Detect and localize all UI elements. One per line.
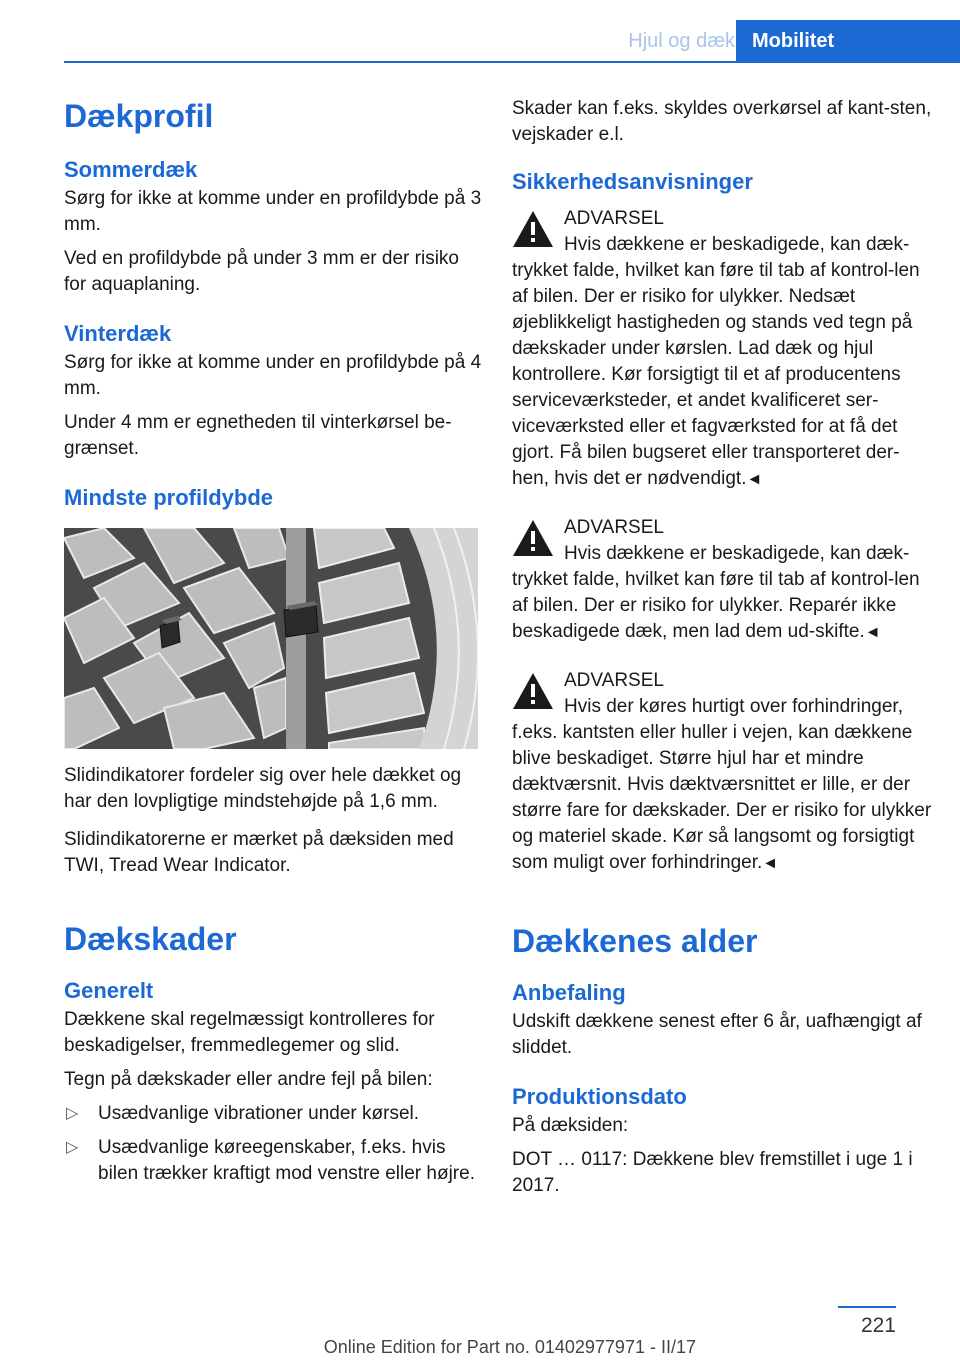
- vinter-text-2: Under 4 mm er egnetheden til vinterkørsel be‐grænset.: [64, 412, 452, 459]
- heading-generelt: Generelt: [64, 978, 154, 1003]
- footer-rule: [838, 1306, 896, 1308]
- warning-block: [512, 515, 932, 646]
- generelt-text-1: Dækkene skal regelmæssigt kontrolleres for beskadigelser, fremmedlegemer og slid.: [64, 1009, 435, 1056]
- page-footer: [0, 1300, 960, 1362]
- generelt-text-2: Tegn på dækskader eller andre fejl på bilen:: [64, 1069, 433, 1090]
- end-marker-icon: ◄: [762, 855, 779, 872]
- damage-signs-list: [64, 1101, 484, 1187]
- sommer-text-2: Ved en profildybde på under 3 mm er der risiko for aquaplaning.: [64, 248, 459, 295]
- anbefaling-text: Udskift dækkene senest efter 6 år, uafhængigt af sliddet.: [512, 1011, 922, 1058]
- warning-triangle-icon: [512, 519, 554, 557]
- list-item-text: Usædvanlige køreegenskaber, f.eks. hvis bilen trækker kraftigt mod venstre eller højre.: [98, 1137, 475, 1184]
- vinter-text-1: Sørg for ikke at komme under en profildybde på 4 mm.: [64, 352, 482, 399]
- warning-text: Hvis der køres hurtigt over forhindringer, f.eks. kantsten eller huller i vejen, kan dækkene blive beskadiget. Større hjul har et mindre dæktværsnit. Hvis dæktværsnittet er lille, er der større fare for dækskader. Der er risiko for ulykker og materiel skade. Kør så langsomt og forsigtigt som muligt over forhindringer.◄: [512, 696, 932, 873]
- intro-text: Skader kan f.eks. skyldes overkørsel af kant‐sten, vejskader e.l.: [512, 98, 932, 145]
- warning-title: ADVARSEL: [564, 208, 664, 229]
- tire-tread-illustration: [64, 528, 478, 749]
- warning-block: [512, 668, 932, 877]
- end-marker-icon: ◄: [864, 624, 881, 641]
- triangle-bullet-icon: ▷: [66, 1105, 79, 1122]
- warning-title: ADVARSEL: [564, 517, 664, 538]
- warning-text: Hvis dækkene er beskadigede, kan dæk‐trykket falde, hvilket kan føre til tab af kontrol‐len af bilen. Der er risiko for ulykker. Nedsæt øjeblikkeligt hastigheden og stands ved tegn på dækskader under kørslen. Lad dæk og hjul kontrollere. Kør forsigtigt til et af producentens serviceværksteder, et andet kvalificeret ser‐viceværksted eller et fagværksted for at få det gjort. Få bilen bugseret eller transporteret der‐hen, hvis det er nødvendigt.◄: [512, 234, 920, 489]
- triangle-bullet-icon: ▷: [66, 1139, 79, 1156]
- produktion-text-1: På dæksiden:: [512, 1115, 629, 1136]
- mindste-text-2: Slidindikatorerne er mærket på dæksiden med TWI, Tread Wear Indicator.: [64, 829, 454, 876]
- produktion-text-2: DOT … 0117: Dækkene blev fremstillet i uge 1 i 2017.: [512, 1149, 913, 1196]
- chapter-tab: Mobilitet: [736, 20, 960, 62]
- section-label: Hjul og dæk: [628, 30, 735, 52]
- heading-produktionsdato: Produktionsdato: [512, 1084, 687, 1109]
- heading-sommerdaek: Sommerdæk: [64, 157, 198, 182]
- list-item-text: Usædvanlige vibrationer under kørsel.: [98, 1103, 420, 1124]
- heading-anbefaling: Anbefaling: [512, 980, 626, 1005]
- heading-vinterdaek: Vinterdæk: [64, 321, 172, 346]
- heading-sikkerhedsanvisninger: Sikkerhedsanvisninger: [512, 169, 753, 194]
- list-item: [64, 1135, 484, 1187]
- header-rule: [64, 61, 960, 63]
- page-header: [0, 0, 960, 62]
- list-item: [64, 1101, 484, 1127]
- end-marker-icon: ◄: [746, 471, 763, 488]
- heading-daekskader: Dækskader: [64, 921, 237, 957]
- mindste-text-1: Slidindikatorer fordeler sig over hele dækket og har den lovpligtige mindstehøjde på 1,6 mm.: [64, 765, 462, 812]
- page-number: 221: [860, 1314, 896, 1337]
- warning-block: [512, 206, 932, 493]
- warning-title: ADVARSEL: [564, 670, 664, 691]
- sommer-text-1: Sørg for ikke at komme under en profildybde på 3 mm.: [64, 188, 482, 235]
- heading-daekkenes-alder: Dækkenes alder: [512, 923, 758, 959]
- warning-triangle-icon: [512, 672, 554, 710]
- heading-daekprofil: Dækprofil: [64, 98, 214, 134]
- edition-note: Online Edition for Part no. 01402977971 - II/17: [323, 1337, 696, 1357]
- right-column: [512, 96, 932, 1199]
- heading-mindste-profildybde: Mindste profildybde: [64, 485, 273, 510]
- warning-text: Hvis dækkene er beskadigede, kan dæk‐trykket falde, hvilket kan føre til tab af kontrol‐len af bilen. Der er risiko for ulykker. Reparér ikke beskadigede dæk, men lad dem ud‐skifte.◄: [512, 543, 920, 642]
- warning-triangle-icon: [512, 210, 554, 248]
- left-column: [64, 96, 484, 1195]
